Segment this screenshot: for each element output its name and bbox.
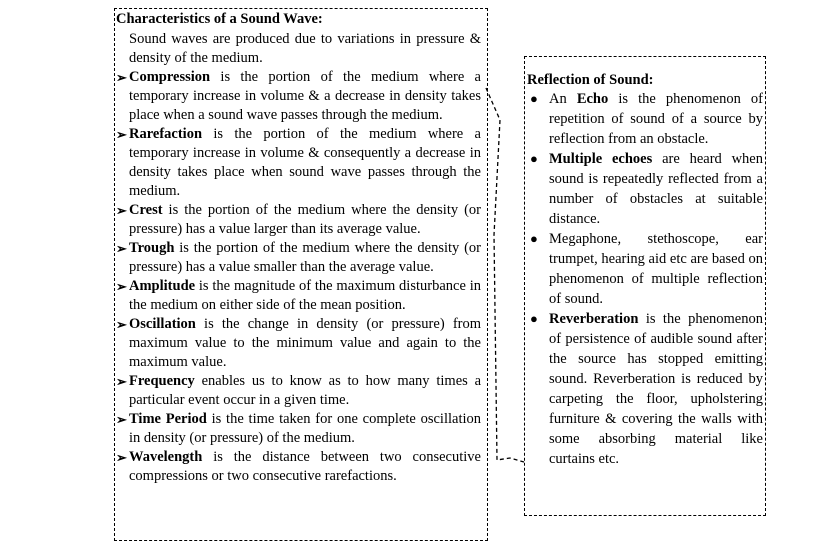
term: Wavelength: [129, 449, 203, 465]
arrow-bullet-icon: ➢: [116, 279, 127, 294]
right-panel-title: Reflection of Sound:: [527, 72, 654, 88]
arrow-bullet-icon: ➢: [116, 70, 127, 85]
definition: is the portion of the medium where a temporary increase in volume & a decrease in density takes place when a sound wave passes through the medium.: [129, 69, 481, 123]
definition: is the magnitude of the maximum disturbance in the medium on either side of the mean position.: [129, 278, 481, 313]
list-item-applications: [527, 229, 763, 309]
list-item-multiple-echoes: [527, 149, 763, 229]
list-item-amplitude: [116, 277, 481, 315]
arrow-bullet-icon: ➢: [116, 203, 127, 218]
list-item-reverberation: [527, 309, 763, 469]
arrow-bullet-icon: ➢: [116, 412, 127, 427]
term: Amplitude: [129, 278, 196, 294]
term: Trough: [129, 240, 175, 256]
arrow-bullet-icon: ➢: [116, 241, 127, 256]
definition: is the distance between two consecutive compressions or two consecutive rarefactions.: [129, 449, 481, 484]
term: Frequency: [129, 373, 195, 389]
term: Compression: [129, 69, 211, 85]
list-item-rarefaction: [116, 125, 481, 201]
definition: is the portion of the medium where the density (or pressure) has a value smaller than the average value.: [129, 240, 481, 275]
list-item-trough: [116, 239, 481, 277]
term: Oscillation: [129, 316, 196, 332]
definition: enables us to know as to how many times a particular event occur in a given time.: [129, 373, 481, 408]
arrow-bullet-icon: ➢: [116, 317, 127, 332]
term: Reverberation: [549, 311, 639, 327]
term: Crest: [129, 202, 163, 218]
definition: is the phenomenon of persistence of audible sound after the source has stopped emitting sound. Reverberation is reduced by carpeting the floor, upholstering furniture & covering the walls with some absorbing material like curtains etc.: [549, 311, 763, 467]
list-item-wavelength: [116, 448, 481, 486]
bullet-icon: ●: [530, 151, 538, 166]
definition: is the time taken for one complete oscillation in density (or pressure) of the medium.: [129, 411, 481, 446]
term: Echo: [576, 91, 609, 107]
bullet-icon: ●: [530, 311, 538, 326]
reflection-of-sound-panel: [524, 56, 766, 516]
intro-paragraph: Sound waves are produced due to variations in pressure & density of the medium.: [129, 31, 481, 66]
bullet-icon: ●: [530, 231, 538, 246]
left-panel-title: Characteristics of a Sound Wave:: [116, 11, 323, 27]
sound-wave-characteristics-panel: [114, 8, 488, 541]
bullet-icon: ●: [530, 91, 538, 106]
list-item-time-period: [116, 410, 481, 448]
definition: is the portion of the medium where the density (or pressure) has a value larger than its average value.: [129, 202, 481, 237]
prefix: An: [549, 91, 577, 107]
definition: is the change in density (or pressure) from maximum value to the minimum value and again to the maximum value.: [129, 316, 481, 370]
definition: Megaphone, stethoscope, ear trumpet, hearing aid etc are based on phenomenon of multiple reflection of sound.: [549, 231, 763, 307]
arrow-bullet-icon: ➢: [116, 127, 127, 142]
definition: is the phenomenon of repetition of sound of a source by reflection from an obstacle.: [549, 91, 763, 147]
definition: are heard when sound is repeatedly reflected from a number of obstacles at suitable distance.: [549, 151, 763, 227]
term: Rarefaction: [129, 126, 203, 142]
arrow-bullet-icon: ➢: [116, 374, 127, 389]
term: Time Period: [129, 411, 207, 427]
list-item-compression: [116, 68, 481, 125]
list-item-crest: [116, 201, 481, 239]
definition: is the portion of the medium where a temporary increase in volume & consequently a decrease in density takes place when sound wave passes through the medium.: [129, 126, 481, 199]
list-item-frequency: [116, 372, 481, 410]
arrow-bullet-icon: ➢: [116, 450, 127, 465]
list-item-echo: [527, 89, 763, 149]
list-item-oscillation: [116, 315, 481, 372]
term: Multiple echoes: [549, 151, 653, 167]
